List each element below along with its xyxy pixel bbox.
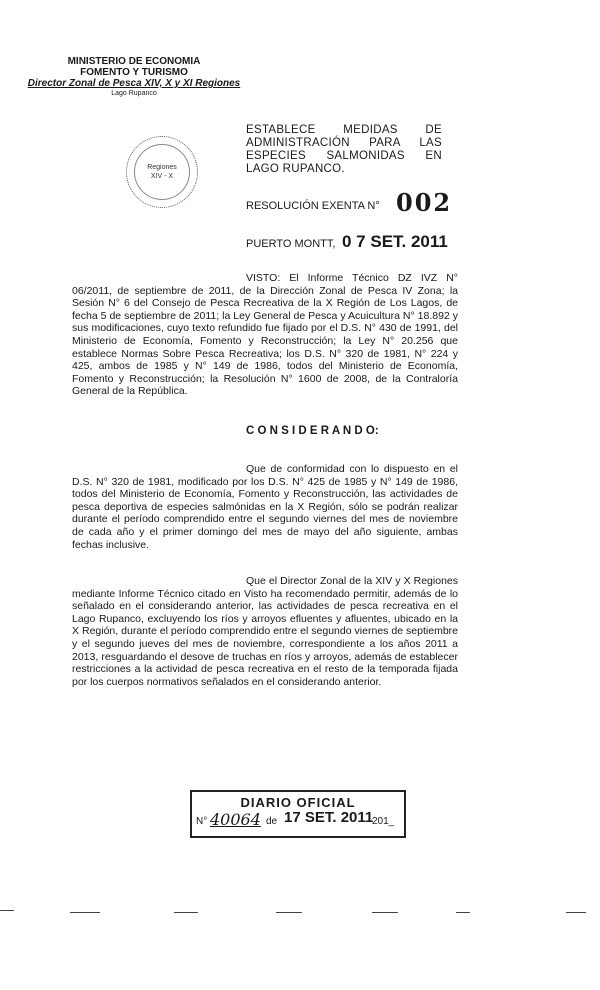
considerando-paragraph-1: Que de conformidad con lo dispuesto en el D.S. N° 320 de 1981, modificado por los D.S. N° 425 de 1985 y N° 149 de 1986, todos del Ministerio de Economía, Fomento y Reconstrucción, las actividades de pesca deportiva de especies salmónidas en la X Región, sólo se podrán realizar durante el período comprendido entre el segundo viernes del mes de noviembre de cada año y el primer domingo del mes de mayo del año siguiente, ambas fechas inclusive. [72, 463, 458, 551]
stamp-suffix: 201_ [372, 816, 395, 827]
official-seal [126, 136, 198, 208]
scan-dash [70, 912, 100, 913]
diario-oficial-stamp [190, 790, 406, 838]
scan-dash [456, 912, 470, 913]
scan-dash [566, 912, 586, 913]
resolution-date: 0 7 SET. 2011 [342, 232, 448, 251]
ministry-name: MINISTERIO DE ECONOMIA [67, 56, 201, 67]
seal-text-1: Regiones [147, 164, 177, 171]
stamp-number-prefix: N° [196, 816, 208, 827]
seal-text-2: XIV - X [150, 173, 174, 180]
resolution-number-line [246, 188, 466, 218]
considerando-heading: C O N S I D E R A N D O: [246, 425, 379, 437]
visto-paragraph: VISTO: El Informe Técnico DZ IVZ N° 06/2011, de septiembre de 2011, de la Dirección Zonal de Pesca IV Zona; la Sesión N° 6 del Consejo de Pesca Recreativa de la X Región de Los Lagos, de fecha 5 de septiembre de 2011; la Ley General de Pesca y Acuicultura N° 18.892 y sus modificaciones, cuyo texto refundido fue fijado por el D.S. N° 430 de 1991, del Ministerio de Economía, Fomento y Reconstrucción; la Ley N° 20.256 que establece Normas Sobre Pesca Recreativa; los D.S. N° 320 de 1981, N° 224 y 425, ambos de 1985 y N° 149 de 1986, todos del Ministerio de Economía, Fomento y Reconstrucción; la Resolución N° 1600 de 2008, de la Contraloría General de la República. [72, 272, 458, 398]
stamp-number: 40064 [210, 810, 261, 829]
resolution-label: RESOLUCIÓN EXENTA N° [246, 200, 380, 212]
director-line: Director Zonal de Pesca XIV, X y XI Regiones [27, 78, 241, 89]
stamp-title: DIARIO OFICIAL [240, 795, 356, 810]
place-name: PUERTO MONTT, [246, 238, 336, 250]
scan-dash [0, 910, 14, 911]
stamp-separator: de [266, 816, 278, 827]
letterhead [18, 56, 250, 98]
resolution-number: 002 [396, 188, 453, 217]
scan-dash [372, 912, 398, 913]
scan-dash [276, 912, 302, 913]
considerando-paragraph-2: Que el Director Zonal de la XIV y X Regiones mediante Informe Técnico citado en Visto ha recomendado permitir, además de lo señalado en el considerando anterior, las actividades de pesca recreativa en el Lago Rupanco, excluyendo los ríos y arroyos efluentes y afluentes, ubicado en la X Región, durante el período comprendido entre el segundo viernes de septiembre y el segundo jueves del mes de noviembre, correspondiente a los años 2011 a 2013, resguardando el desove de truchas en ríos y arroyos, además de establecer restricciones a la actividad de pesca recreativa en el resto de la temporada fijada por los cuerpos normativos señalados en el considerando anterior. [72, 575, 458, 688]
location-line: Lago Rupanco [111, 90, 157, 97]
resolution-subject: ESTABLECE MEDIDAS DE ADMINISTRACIÓN PARA LAS ESPECIES SALMONIDAS EN LAGO RUPANCO. [246, 124, 442, 175]
place-date-line [246, 232, 466, 254]
scan-dash [174, 912, 198, 913]
ministry-subtitle: FOMENTO Y TURISMO [80, 67, 188, 78]
stamp-date: 17 SET. 2011 [284, 809, 374, 826]
